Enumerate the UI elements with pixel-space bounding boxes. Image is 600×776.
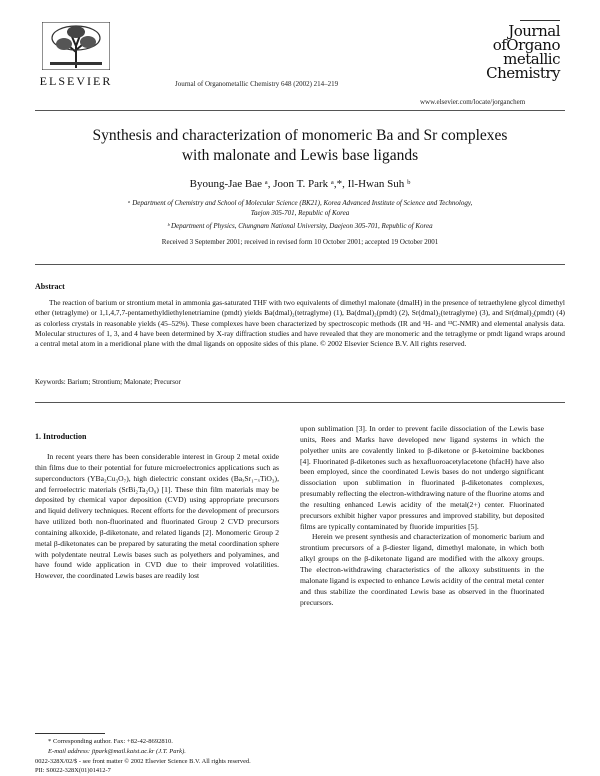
journal-logo: [460, 20, 570, 90]
journal-logo-line: metallic: [503, 50, 560, 68]
abstract-text: The reaction of barium or strontium metal in ammonia gas-saturated THF with two equivalents of dimethyl malonate (dmalH) in the presence of tetraethylene glycol dimethyl ether (tetraglyme) or 1,1,4,7,7-pentamethyldiethylenetriamine (pmdt) yields Ba(dmal)₂(tetraglyme) (1), Ba(dmal)₂(pmdt) (2), Sr(dmal)₂(tetraglyme) (3), and Sr(dmal)₂(pmdt) (4) as colorless crystals in reasonable yields (45–52%). These complexes have been characterized by spectroscopic methods (IR and ¹H- and ¹³C-NMR) and elemental analysis data. Molecular structures of 1, 3, and 4 have been determined by X-ray diffraction studies and have revealed that they are monomeric and the tetraglyme or pmdt ligand wraps around a central metal atom in a meridional plane with the dmal ligands on opposite sides of this plane. © 2002 Elsevier Science B.V. All rights reserved.: [35, 298, 565, 349]
affiliation-a: [60, 198, 540, 218]
elsevier-logo: [32, 22, 120, 92]
article-dates: Received 3 September 2001; received in revised form 10 October 2001; accepted 19 October 2001: [161, 238, 439, 246]
affiliation-line: Taejon 305-701, Republic of Korea: [250, 209, 350, 217]
journal-logo-line: Journal: [508, 22, 560, 40]
right-column-paragraph: Herein we present synthesis and characterization of monomeric barium and strontium precursors of a β-diester ligand, dimethyl malonate, in which both alkyl groups on the β-diketonate ligand are modified with the alkoxy groups. The electron-withdrawing characteristics of the alkoxy substituents in the malonate ligand is expected to enhance Lewis acidity of the central metal center and thus stabilize the coordinated Lewis base as observed in the fluorinated precursors.: [300, 532, 544, 607]
journal-logo-rule: [520, 20, 560, 21]
journal-url[interactable]: www.elsevier.com/locate/jorganchem: [420, 98, 526, 106]
affiliation-line: ᵃ Department of Chemistry and School of Molecular Science (BK21), Korea Advanced Institute of Science and Technology,: [127, 199, 473, 207]
author-list: Byoung-Jae Bae ᵃ, Joon T. Park ᵃ,*, Il-Hwan Suh ᵇ: [189, 178, 411, 190]
section-heading: 1. Introduction: [35, 432, 87, 441]
title-line: Synthesis and characterization of monomeric Ba and Sr complexes: [92, 127, 508, 144]
title-line: with malonate and Lewis base ligands: [181, 147, 419, 164]
journal-logo-line: ofOrgano: [492, 36, 560, 54]
journal-reference: Journal of Organometallic Chemistry 648 (2002) 214–219: [175, 80, 339, 88]
right-column: [300, 424, 544, 608]
corresponding-author-note: * Corresponding author. Fax: +82-42-8692810.: [48, 738, 173, 745]
right-column-paragraph: upon sublimation [3]. In order to prevent facile dissociation of the Lewis base units, Rees and Marks have developed new ligand systems in which the polyether units are covalently linked to β-diketone or β-ketoimine backbones [4]. Fluorinated β-diketones such as hexafluoroacetylacetone (hfacH) have also been employed, since the coordinated Lewis bases do not undergo significant dissociation upon sublimation in fluorinated β-diketonates complexes, presumably reflecting the electron-withdrawing nature of the fluorine atoms and the resulting enhanced Lewis acidity of the metal(2+) center. Fluorinated precursors exhibit higher vapor pressures and improved stability, but deposited films are typically contaminated by fluoride impurities [5].: [300, 424, 544, 531]
publisher-name: ELSEVIER: [39, 74, 113, 88]
elsevier-tree-icon: [42, 22, 110, 70]
affiliation-b: ᵇ Department of Physics, Chungnam National University, Daejeon 305-701, Republic of Korea: [167, 222, 433, 230]
abstract-bottom-divider: [35, 402, 565, 403]
footnote-rule: [35, 733, 105, 734]
email-note[interactable]: E-mail address: jtpark@mail.kaist.ac.kr (J.T. Park).: [48, 748, 186, 755]
journal-logo-line: Chemistry: [486, 64, 560, 82]
journal-logo-title: [486, 24, 560, 80]
keywords: Keywords: Barium; Strontium; Malonate; Precursor: [35, 378, 181, 386]
abstract-top-divider: [35, 264, 565, 265]
left-column-text: In recent years there has been considerable interest in Group 2 metal oxide thin films due to their potential for future microelectronics applications such as superconductors (YBa₂Cu₃O₇), high dielectric constant oxides (BaₓSr₁₋ₓTiO₃), and ferroelectric materials (SrBi₂Ta₂O₉) [1]. These thin film materials may be deposited by chemical vapor deposition (CVD) using appropriate precursors and liquid delivery techniques. Recent efforts for the development of precursors have utilized both non-fluorinated and fluorinated Group 2 CVD precursors containing alkoxide, β-diketonate, and related ligands [2]. Monomeric Group 2 metal β-diketonates can be prepared by saturating the metal coordination sphere with polydentate neutral Lewis bases such as polyethers and polyamines, and have found wide application in CVD due to their improved volatilities. However, the coordinated Lewis bases are readily lost: [35, 452, 279, 581]
copyright-line: 0022-328X/02/$ - see front matter © 2002 Elsevier Science B.V. All rights reserved.: [35, 758, 251, 765]
header-divider: [35, 110, 565, 111]
article-title: [35, 126, 565, 166]
abstract-heading: Abstract: [35, 282, 65, 291]
pii-line: PII: S0022-328X(01)01412-7: [35, 767, 111, 774]
